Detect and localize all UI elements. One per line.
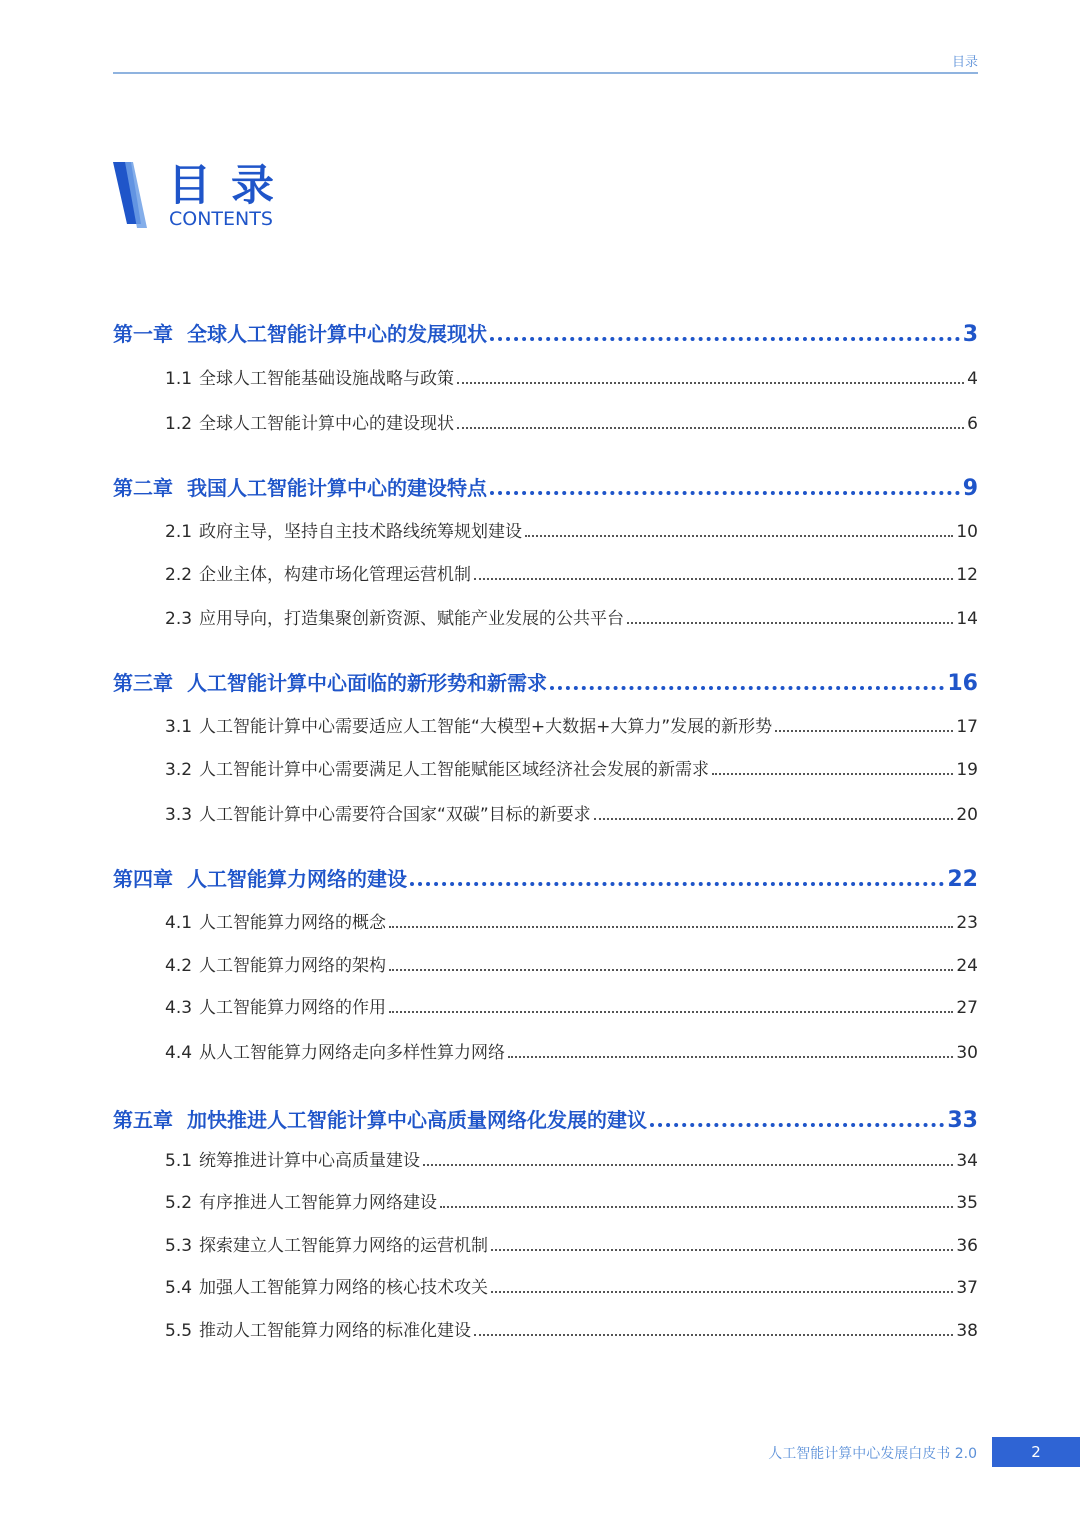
toc-section-row[interactable] (165, 1146, 978, 1171)
toc-entry-title: 全球人工智能基础设施战略与政策 (199, 369, 455, 389)
toc-dot-leader (550, 686, 944, 690)
toc-page-number: 4 (967, 369, 978, 389)
toc-dot-leader (474, 1334, 953, 1336)
toc-page-number: 34 (956, 1151, 978, 1171)
toc-entry-number: 1.2 (165, 414, 193, 434)
toc-page-number: 38 (956, 1321, 978, 1341)
toc-section-row[interactable] (165, 908, 978, 933)
toc-dot-leader (389, 926, 953, 928)
toc-dot-leader (491, 1249, 953, 1251)
toc-page-number: 19 (956, 760, 978, 780)
toc-page-number: 22 (947, 867, 978, 892)
toc-dot-leader (490, 491, 960, 495)
toc-dot-leader (594, 818, 954, 820)
toc-entry-number: 第三章 (113, 671, 173, 695)
toc-dot-leader (474, 578, 953, 580)
toc-entry-number: 1.1 (165, 369, 193, 389)
toc-entry-title: 加快推进人工智能计算中心高质量网络化发展的建议 (187, 1108, 647, 1132)
toc-page-number: 24 (956, 956, 978, 976)
toc-page-number: 3 (962, 322, 978, 347)
footer-page-number: 2 (992, 1437, 1080, 1467)
toc-page-number: 37 (956, 1278, 978, 1298)
toc-entry-number: 2.1 (165, 522, 193, 542)
toc-page-number: 33 (947, 1108, 978, 1133)
page-title: 目录 (168, 161, 294, 211)
toc-dot-leader (410, 882, 944, 886)
toc-entry-title: 人工智能计算中心需要满足人工智能赋能区域经济社会发展的新需求 (199, 760, 710, 780)
toc-entry-number: 第四章 (113, 867, 173, 891)
toc-entry-title: 应用导向，打造集聚创新资源、赋能产业发展的公共平台 (199, 609, 625, 629)
toc-entry-title: 人工智能算力网络的架构 (199, 956, 387, 976)
toc-chapter-row[interactable] (113, 318, 978, 347)
toc-page-number: 14 (956, 609, 978, 629)
toc-section-row[interactable] (165, 951, 978, 976)
toc-dot-leader (490, 337, 960, 341)
toc-section-row[interactable] (165, 1038, 978, 1063)
toc-entry-title: 统筹推进计算中心高质量建设 (199, 1151, 421, 1171)
toc-section-row[interactable] (165, 604, 978, 629)
toc-dot-leader (440, 1206, 953, 1208)
toc-section-row[interactable] (165, 993, 978, 1018)
toc-section-row[interactable] (165, 517, 978, 542)
toc-section-row[interactable] (165, 409, 978, 434)
footer-document-title: 人工智能计算中心发展白皮书 2.0 (768, 1446, 977, 1462)
toc-chapter-row[interactable] (113, 472, 978, 501)
toc-dot-leader (423, 1164, 953, 1166)
toc-page-number: 17 (956, 717, 978, 737)
toc-entry-number: 5.5 (165, 1321, 193, 1341)
toc-dot-leader (389, 969, 953, 971)
toc-entry-number: 2.3 (165, 609, 193, 629)
toc-entry-number: 3.2 (165, 760, 193, 780)
toc-section-row[interactable] (165, 800, 978, 825)
toc-entry-title: 人工智能算力网络的概念 (199, 913, 387, 933)
toc-page-number: 16 (947, 671, 978, 696)
toc-entry-title: 人工智能算力网络的作用 (199, 998, 387, 1018)
toc-entry-number: 第二章 (113, 476, 173, 500)
toc-chapter-row[interactable] (113, 863, 978, 892)
toc-page-number: 35 (956, 1193, 978, 1213)
toc-entry-number: 2.2 (165, 565, 193, 585)
toc-section-row[interactable] (165, 1188, 978, 1213)
toc-entry-number: 5.4 (165, 1278, 193, 1298)
toc-section-row[interactable] (165, 755, 978, 780)
page-subtitle: CONTENTS (169, 208, 273, 230)
toc-page-number: 30 (956, 1043, 978, 1063)
toc-dot-leader (457, 427, 964, 429)
toc-entry-number: 4.3 (165, 998, 193, 1018)
toc-page-number: 6 (967, 414, 978, 434)
toc-entry-number: 5.1 (165, 1151, 193, 1171)
toc-dot-leader (627, 622, 953, 624)
toc-section-row[interactable] (165, 560, 978, 585)
toc-entry-title: 加强人工智能算力网络的核心技术攻关 (199, 1278, 489, 1298)
toc-dot-leader (491, 1291, 953, 1293)
toc-entry-title: 人工智能算力网络的建设 (187, 867, 407, 891)
toc-entry-title: 探索建立人工智能算力网络的运营机制 (199, 1236, 489, 1256)
toc-entry-number: 第一章 (113, 322, 173, 346)
toc-entry-title: 政府主导，坚持自主技术路线统筹规划建设 (199, 522, 523, 542)
toc-page-number: 10 (956, 522, 978, 542)
toc-dot-leader (508, 1056, 953, 1058)
toc-entry-number: 4.2 (165, 956, 193, 976)
page-header (113, 48, 978, 74)
toc-dot-leader (457, 382, 964, 384)
toc-entry-title: 人工智能计算中心需要符合国家“双碳”目标的新要求 (199, 805, 591, 825)
toc-entry-title: 人工智能计算中心面临的新形势和新需求 (187, 671, 547, 695)
header-label: 目录 (951, 55, 978, 70)
toc-entry-number: 5.2 (165, 1193, 193, 1213)
toc-section-row[interactable] (165, 1273, 978, 1298)
toc-section-row[interactable] (165, 712, 978, 737)
toc-entry-title: 企业主体，构建市场化管理运营机制 (199, 565, 472, 585)
toc-page-number: 12 (956, 565, 978, 585)
toc-title-block (113, 162, 413, 242)
toc-entry-title: 我国人工智能计算中心的建设特点 (187, 476, 487, 500)
toc-section-row[interactable] (165, 1231, 978, 1256)
toc-page-number: 20 (956, 805, 978, 825)
toc-dot-leader (389, 1011, 953, 1013)
toc-page-number: 36 (956, 1236, 978, 1256)
toc-entry-title: 有序推进人工智能算力网络建设 (199, 1193, 438, 1213)
toc-entry-number: 4.1 (165, 913, 193, 933)
toc-dot-leader (650, 1123, 944, 1127)
toc-dot-leader (525, 535, 953, 537)
title-accent-icon (113, 162, 153, 232)
toc-section-row[interactable] (165, 364, 978, 389)
toc-entry-title: 全球人工智能计算中心的建设现状 (199, 414, 455, 434)
toc-page-number: 9 (962, 476, 978, 501)
toc-page-number: 23 (956, 913, 978, 933)
toc-dot-leader (712, 773, 953, 775)
toc-entry-title: 推动人工智能算力网络的标准化建设 (199, 1321, 472, 1341)
toc-page-number: 27 (956, 998, 978, 1018)
toc-section-row[interactable] (165, 1316, 978, 1341)
toc-entry-number: 3.3 (165, 805, 193, 825)
toc-entry-number: 第五章 (113, 1108, 173, 1132)
toc-entry-title: 从人工智能算力网络走向多样性算力网络 (199, 1043, 506, 1063)
toc-dot-leader (775, 730, 953, 732)
toc-entry-number: 5.3 (165, 1236, 193, 1256)
toc-chapter-row[interactable] (113, 1104, 978, 1133)
toc-entry-title: 人工智能计算中心需要适应人工智能“大模型+大数据+大算力”发展的新形势 (199, 717, 773, 737)
toc-chapter-row[interactable] (113, 667, 978, 696)
toc-entry-title: 全球人工智能计算中心的发展现状 (187, 322, 487, 346)
toc-entry-number: 3.1 (165, 717, 193, 737)
toc-entry-number: 4.4 (165, 1043, 193, 1063)
